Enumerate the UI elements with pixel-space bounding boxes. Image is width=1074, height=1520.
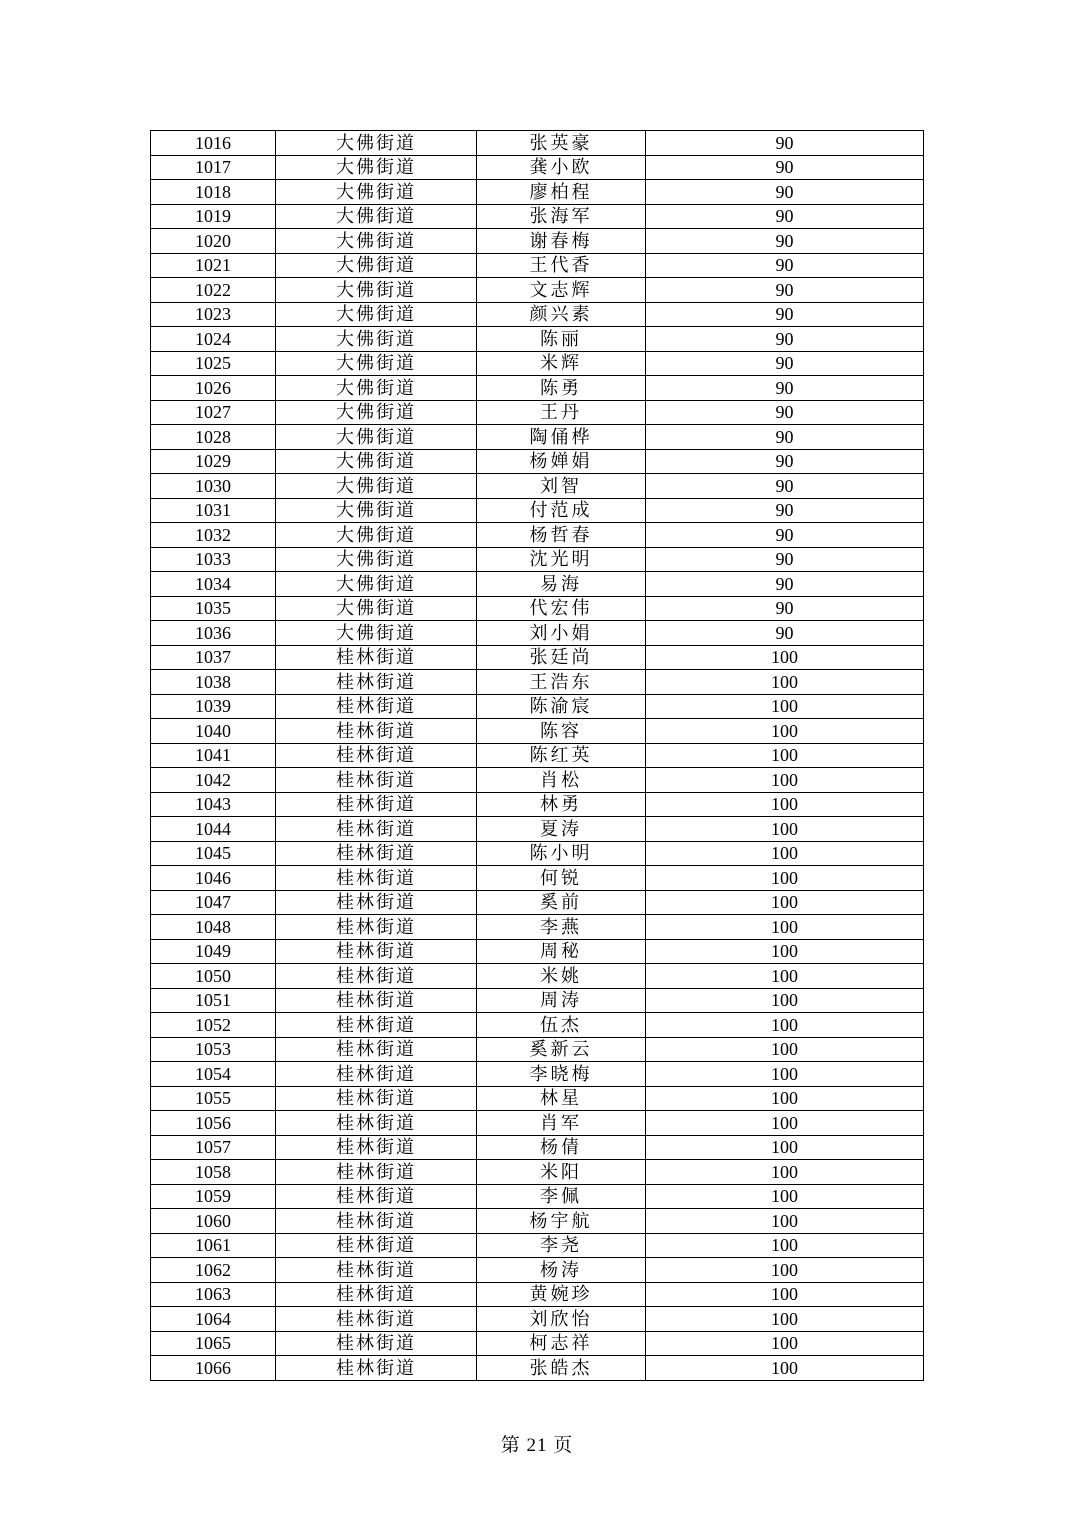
cell-name: 杨涛 bbox=[477, 1258, 646, 1283]
cell-score: 90 bbox=[646, 547, 924, 572]
cell-score: 100 bbox=[646, 915, 924, 940]
cell-id: 1036 bbox=[151, 621, 276, 646]
cell-name: 夏涛 bbox=[477, 817, 646, 842]
cell-id: 1017 bbox=[151, 155, 276, 180]
table-row bbox=[151, 1356, 924, 1381]
cell-name: 柯志祥 bbox=[477, 1331, 646, 1356]
cell-id: 1064 bbox=[151, 1307, 276, 1332]
cell-name: 杨哲春 bbox=[477, 523, 646, 548]
cell-score: 100 bbox=[646, 1037, 924, 1062]
cell-score: 100 bbox=[646, 1062, 924, 1087]
cell-name: 肖松 bbox=[477, 768, 646, 793]
table-row bbox=[151, 131, 924, 156]
cell-street: 桂林街道 bbox=[276, 694, 477, 719]
cell-street: 桂林街道 bbox=[276, 1356, 477, 1381]
table-row bbox=[151, 719, 924, 744]
cell-street: 大佛街道 bbox=[276, 229, 477, 254]
table-row bbox=[151, 302, 924, 327]
table-row bbox=[151, 988, 924, 1013]
cell-id: 1025 bbox=[151, 351, 276, 376]
cell-name: 刘小娟 bbox=[477, 621, 646, 646]
table-row bbox=[151, 964, 924, 989]
cell-street: 桂林街道 bbox=[276, 988, 477, 1013]
cell-score: 100 bbox=[646, 1160, 924, 1185]
cell-name: 龚小欧 bbox=[477, 155, 646, 180]
cell-score: 90 bbox=[646, 596, 924, 621]
cell-name: 伍杰 bbox=[477, 1013, 646, 1038]
cell-score: 100 bbox=[646, 988, 924, 1013]
cell-name: 米阳 bbox=[477, 1160, 646, 1185]
table-row bbox=[151, 915, 924, 940]
table-row bbox=[151, 523, 924, 548]
cell-street: 桂林街道 bbox=[276, 1282, 477, 1307]
cell-street: 大佛街道 bbox=[276, 498, 477, 523]
cell-score: 100 bbox=[646, 1258, 924, 1283]
cell-name: 李尧 bbox=[477, 1233, 646, 1258]
table-row bbox=[151, 596, 924, 621]
table-row bbox=[151, 327, 924, 352]
cell-name: 文志辉 bbox=[477, 278, 646, 303]
cell-street: 桂林街道 bbox=[276, 1111, 477, 1136]
cell-id: 1038 bbox=[151, 670, 276, 695]
cell-score: 100 bbox=[646, 1111, 924, 1136]
cell-name: 张英豪 bbox=[477, 131, 646, 156]
table-row bbox=[151, 253, 924, 278]
cell-score: 90 bbox=[646, 253, 924, 278]
cell-score: 100 bbox=[646, 890, 924, 915]
cell-id: 1047 bbox=[151, 890, 276, 915]
cell-id: 1062 bbox=[151, 1258, 276, 1283]
cell-score: 90 bbox=[646, 425, 924, 450]
cell-street: 桂林街道 bbox=[276, 645, 477, 670]
table-row bbox=[151, 1062, 924, 1087]
cell-score: 100 bbox=[646, 1013, 924, 1038]
cell-id: 1042 bbox=[151, 768, 276, 793]
cell-id: 1040 bbox=[151, 719, 276, 744]
cell-id: 1029 bbox=[151, 449, 276, 474]
cell-street: 桂林街道 bbox=[276, 915, 477, 940]
table-row bbox=[151, 645, 924, 670]
table-row bbox=[151, 229, 924, 254]
cell-id: 1056 bbox=[151, 1111, 276, 1136]
table-row bbox=[151, 547, 924, 572]
cell-score: 90 bbox=[646, 204, 924, 229]
cell-name: 陈小明 bbox=[477, 841, 646, 866]
cell-id: 1018 bbox=[151, 180, 276, 205]
cell-id: 1032 bbox=[151, 523, 276, 548]
cell-score: 90 bbox=[646, 474, 924, 499]
table-row bbox=[151, 1282, 924, 1307]
cell-score: 100 bbox=[646, 1356, 924, 1381]
cell-name: 王浩东 bbox=[477, 670, 646, 695]
cell-id: 1024 bbox=[151, 327, 276, 352]
cell-id: 1022 bbox=[151, 278, 276, 303]
table-row bbox=[151, 449, 924, 474]
table-row bbox=[151, 1331, 924, 1356]
cell-id: 1050 bbox=[151, 964, 276, 989]
table-row bbox=[151, 498, 924, 523]
cell-name: 周秘 bbox=[477, 939, 646, 964]
cell-name: 付范成 bbox=[477, 498, 646, 523]
cell-id: 1035 bbox=[151, 596, 276, 621]
cell-street: 大佛街道 bbox=[276, 400, 477, 425]
cell-id: 1016 bbox=[151, 131, 276, 156]
cell-id: 1026 bbox=[151, 376, 276, 401]
cell-id: 1061 bbox=[151, 1233, 276, 1258]
table-row bbox=[151, 792, 924, 817]
cell-street: 大佛街道 bbox=[276, 278, 477, 303]
cell-score: 100 bbox=[646, 1307, 924, 1332]
cell-id: 1037 bbox=[151, 645, 276, 670]
cell-street: 大佛街道 bbox=[276, 351, 477, 376]
cell-score: 90 bbox=[646, 351, 924, 376]
cell-name: 林勇 bbox=[477, 792, 646, 817]
cell-id: 1044 bbox=[151, 817, 276, 842]
cell-score: 100 bbox=[646, 1331, 924, 1356]
cell-name: 廖柏程 bbox=[477, 180, 646, 205]
cell-name: 李晓梅 bbox=[477, 1062, 646, 1087]
table-row bbox=[151, 1307, 924, 1332]
cell-score: 100 bbox=[646, 964, 924, 989]
cell-score: 90 bbox=[646, 180, 924, 205]
table-row bbox=[151, 180, 924, 205]
cell-street: 桂林街道 bbox=[276, 1258, 477, 1283]
cell-id: 1028 bbox=[151, 425, 276, 450]
cell-name: 李燕 bbox=[477, 915, 646, 940]
cell-id: 1045 bbox=[151, 841, 276, 866]
cell-score: 90 bbox=[646, 572, 924, 597]
cell-score: 100 bbox=[646, 817, 924, 842]
cell-name: 杨倩 bbox=[477, 1135, 646, 1160]
cell-street: 桂林街道 bbox=[276, 890, 477, 915]
table-body bbox=[151, 131, 924, 1381]
cell-id: 1053 bbox=[151, 1037, 276, 1062]
cell-score: 90 bbox=[646, 400, 924, 425]
cell-name: 陈容 bbox=[477, 719, 646, 744]
cell-id: 1059 bbox=[151, 1184, 276, 1209]
cell-name: 米辉 bbox=[477, 351, 646, 376]
table-row bbox=[151, 474, 924, 499]
cell-street: 大佛街道 bbox=[276, 155, 477, 180]
cell-street: 桂林街道 bbox=[276, 1331, 477, 1356]
table-row bbox=[151, 621, 924, 646]
cell-street: 桂林街道 bbox=[276, 1160, 477, 1185]
cell-score: 100 bbox=[646, 939, 924, 964]
cell-name: 杨婵娟 bbox=[477, 449, 646, 474]
table-row bbox=[151, 1258, 924, 1283]
table-row bbox=[151, 376, 924, 401]
cell-score: 90 bbox=[646, 327, 924, 352]
table-row bbox=[151, 670, 924, 695]
cell-score: 100 bbox=[646, 1233, 924, 1258]
table-row bbox=[151, 204, 924, 229]
table-row bbox=[151, 866, 924, 891]
cell-id: 1065 bbox=[151, 1331, 276, 1356]
cell-score: 100 bbox=[646, 1086, 924, 1111]
table-row bbox=[151, 1086, 924, 1111]
cell-street: 大佛街道 bbox=[276, 596, 477, 621]
cell-street: 桂林街道 bbox=[276, 1086, 477, 1111]
cell-score: 100 bbox=[646, 1209, 924, 1234]
cell-name: 刘欣怡 bbox=[477, 1307, 646, 1332]
table-row bbox=[151, 400, 924, 425]
cell-id: 1058 bbox=[151, 1160, 276, 1185]
table-row bbox=[151, 1233, 924, 1258]
table-row bbox=[151, 890, 924, 915]
cell-id: 1057 bbox=[151, 1135, 276, 1160]
data-table bbox=[150, 130, 924, 1381]
cell-id: 1023 bbox=[151, 302, 276, 327]
cell-street: 桂林街道 bbox=[276, 792, 477, 817]
cell-street: 大佛街道 bbox=[276, 547, 477, 572]
cell-street: 桂林街道 bbox=[276, 1307, 477, 1332]
table-row bbox=[151, 351, 924, 376]
table-row bbox=[151, 743, 924, 768]
cell-score: 90 bbox=[646, 302, 924, 327]
cell-score: 100 bbox=[646, 645, 924, 670]
cell-name: 陈丽 bbox=[477, 327, 646, 352]
cell-id: 1020 bbox=[151, 229, 276, 254]
cell-score: 90 bbox=[646, 278, 924, 303]
cell-score: 100 bbox=[646, 1135, 924, 1160]
cell-street: 桂林街道 bbox=[276, 866, 477, 891]
cell-name: 张海军 bbox=[477, 204, 646, 229]
cell-score: 100 bbox=[646, 743, 924, 768]
cell-street: 桂林街道 bbox=[276, 1013, 477, 1038]
cell-name: 易海 bbox=[477, 572, 646, 597]
table-row bbox=[151, 155, 924, 180]
table-row bbox=[151, 425, 924, 450]
cell-street: 大佛街道 bbox=[276, 523, 477, 548]
cell-id: 1052 bbox=[151, 1013, 276, 1038]
cell-id: 1049 bbox=[151, 939, 276, 964]
cell-street: 桂林街道 bbox=[276, 1037, 477, 1062]
cell-score: 100 bbox=[646, 866, 924, 891]
table-row bbox=[151, 1209, 924, 1234]
cell-name: 陈红英 bbox=[477, 743, 646, 768]
cell-name: 陶俑桦 bbox=[477, 425, 646, 450]
cell-id: 1033 bbox=[151, 547, 276, 572]
table-row bbox=[151, 1135, 924, 1160]
cell-score: 100 bbox=[646, 1184, 924, 1209]
table-row bbox=[151, 841, 924, 866]
cell-score: 100 bbox=[646, 768, 924, 793]
table-row bbox=[151, 817, 924, 842]
cell-name: 周涛 bbox=[477, 988, 646, 1013]
table-row bbox=[151, 1013, 924, 1038]
cell-name: 沈光明 bbox=[477, 547, 646, 572]
cell-street: 桂林街道 bbox=[276, 1062, 477, 1087]
cell-street: 桂林街道 bbox=[276, 1184, 477, 1209]
cell-id: 1046 bbox=[151, 866, 276, 891]
cell-id: 1030 bbox=[151, 474, 276, 499]
cell-street: 大佛街道 bbox=[276, 131, 477, 156]
cell-id: 1027 bbox=[151, 400, 276, 425]
cell-street: 桂林街道 bbox=[276, 719, 477, 744]
cell-street: 大佛街道 bbox=[276, 327, 477, 352]
cell-score: 100 bbox=[646, 792, 924, 817]
cell-street: 桂林街道 bbox=[276, 743, 477, 768]
cell-name: 黄婉珍 bbox=[477, 1282, 646, 1307]
table-row bbox=[151, 1184, 924, 1209]
cell-score: 90 bbox=[646, 621, 924, 646]
cell-id: 1060 bbox=[151, 1209, 276, 1234]
cell-street: 桂林街道 bbox=[276, 841, 477, 866]
cell-street: 大佛街道 bbox=[276, 204, 477, 229]
cell-name: 杨宇航 bbox=[477, 1209, 646, 1234]
table-row bbox=[151, 1037, 924, 1062]
cell-id: 1041 bbox=[151, 743, 276, 768]
cell-name: 颜兴素 bbox=[477, 302, 646, 327]
cell-street: 桂林街道 bbox=[276, 1209, 477, 1234]
cell-name: 张皓杰 bbox=[477, 1356, 646, 1381]
table-row bbox=[151, 768, 924, 793]
cell-id: 1031 bbox=[151, 498, 276, 523]
cell-name: 李佩 bbox=[477, 1184, 646, 1209]
cell-name: 刘智 bbox=[477, 474, 646, 499]
cell-score: 90 bbox=[646, 229, 924, 254]
table-row bbox=[151, 1160, 924, 1185]
cell-street: 桂林街道 bbox=[276, 670, 477, 695]
cell-name: 何锐 bbox=[477, 866, 646, 891]
table-row bbox=[151, 1111, 924, 1136]
cell-street: 大佛街道 bbox=[276, 253, 477, 278]
cell-street: 桂林街道 bbox=[276, 1135, 477, 1160]
cell-score: 100 bbox=[646, 670, 924, 695]
cell-score: 100 bbox=[646, 719, 924, 744]
cell-score: 90 bbox=[646, 376, 924, 401]
cell-id: 1021 bbox=[151, 253, 276, 278]
cell-id: 1051 bbox=[151, 988, 276, 1013]
cell-street: 桂林街道 bbox=[276, 939, 477, 964]
table-row bbox=[151, 278, 924, 303]
cell-name: 谢春梅 bbox=[477, 229, 646, 254]
cell-street: 大佛街道 bbox=[276, 621, 477, 646]
cell-id: 1048 bbox=[151, 915, 276, 940]
cell-id: 1066 bbox=[151, 1356, 276, 1381]
cell-street: 桂林街道 bbox=[276, 1233, 477, 1258]
cell-id: 1063 bbox=[151, 1282, 276, 1307]
cell-street: 大佛街道 bbox=[276, 376, 477, 401]
cell-street: 大佛街道 bbox=[276, 449, 477, 474]
cell-name: 奚前 bbox=[477, 890, 646, 915]
cell-score: 100 bbox=[646, 841, 924, 866]
cell-score: 90 bbox=[646, 155, 924, 180]
cell-id: 1055 bbox=[151, 1086, 276, 1111]
table-row bbox=[151, 572, 924, 597]
cell-score: 100 bbox=[646, 1282, 924, 1307]
cell-id: 1034 bbox=[151, 572, 276, 597]
cell-name: 肖军 bbox=[477, 1111, 646, 1136]
table-row bbox=[151, 939, 924, 964]
table-row bbox=[151, 694, 924, 719]
cell-street: 桂林街道 bbox=[276, 817, 477, 842]
cell-id: 1019 bbox=[151, 204, 276, 229]
cell-score: 100 bbox=[646, 694, 924, 719]
cell-name: 陈勇 bbox=[477, 376, 646, 401]
page-number: 第 21 页 bbox=[500, 1435, 574, 1456]
cell-id: 1054 bbox=[151, 1062, 276, 1087]
cell-name: 王丹 bbox=[477, 400, 646, 425]
cell-score: 90 bbox=[646, 449, 924, 474]
cell-street: 大佛街道 bbox=[276, 425, 477, 450]
cell-id: 1043 bbox=[151, 792, 276, 817]
cell-score: 90 bbox=[646, 523, 924, 548]
cell-street: 大佛街道 bbox=[276, 474, 477, 499]
cell-street: 大佛街道 bbox=[276, 302, 477, 327]
cell-name: 奚新云 bbox=[477, 1037, 646, 1062]
cell-name: 代宏伟 bbox=[477, 596, 646, 621]
cell-score: 90 bbox=[646, 131, 924, 156]
cell-name: 陈渝宸 bbox=[477, 694, 646, 719]
cell-street: 大佛街道 bbox=[276, 180, 477, 205]
cell-name: 张廷尚 bbox=[477, 645, 646, 670]
cell-name: 林星 bbox=[477, 1086, 646, 1111]
cell-street: 桂林街道 bbox=[276, 964, 477, 989]
cell-street: 大佛街道 bbox=[276, 572, 477, 597]
cell-name: 王代香 bbox=[477, 253, 646, 278]
cell-score: 90 bbox=[646, 498, 924, 523]
cell-id: 1039 bbox=[151, 694, 276, 719]
cell-name: 米姚 bbox=[477, 964, 646, 989]
cell-street: 桂林街道 bbox=[276, 768, 477, 793]
